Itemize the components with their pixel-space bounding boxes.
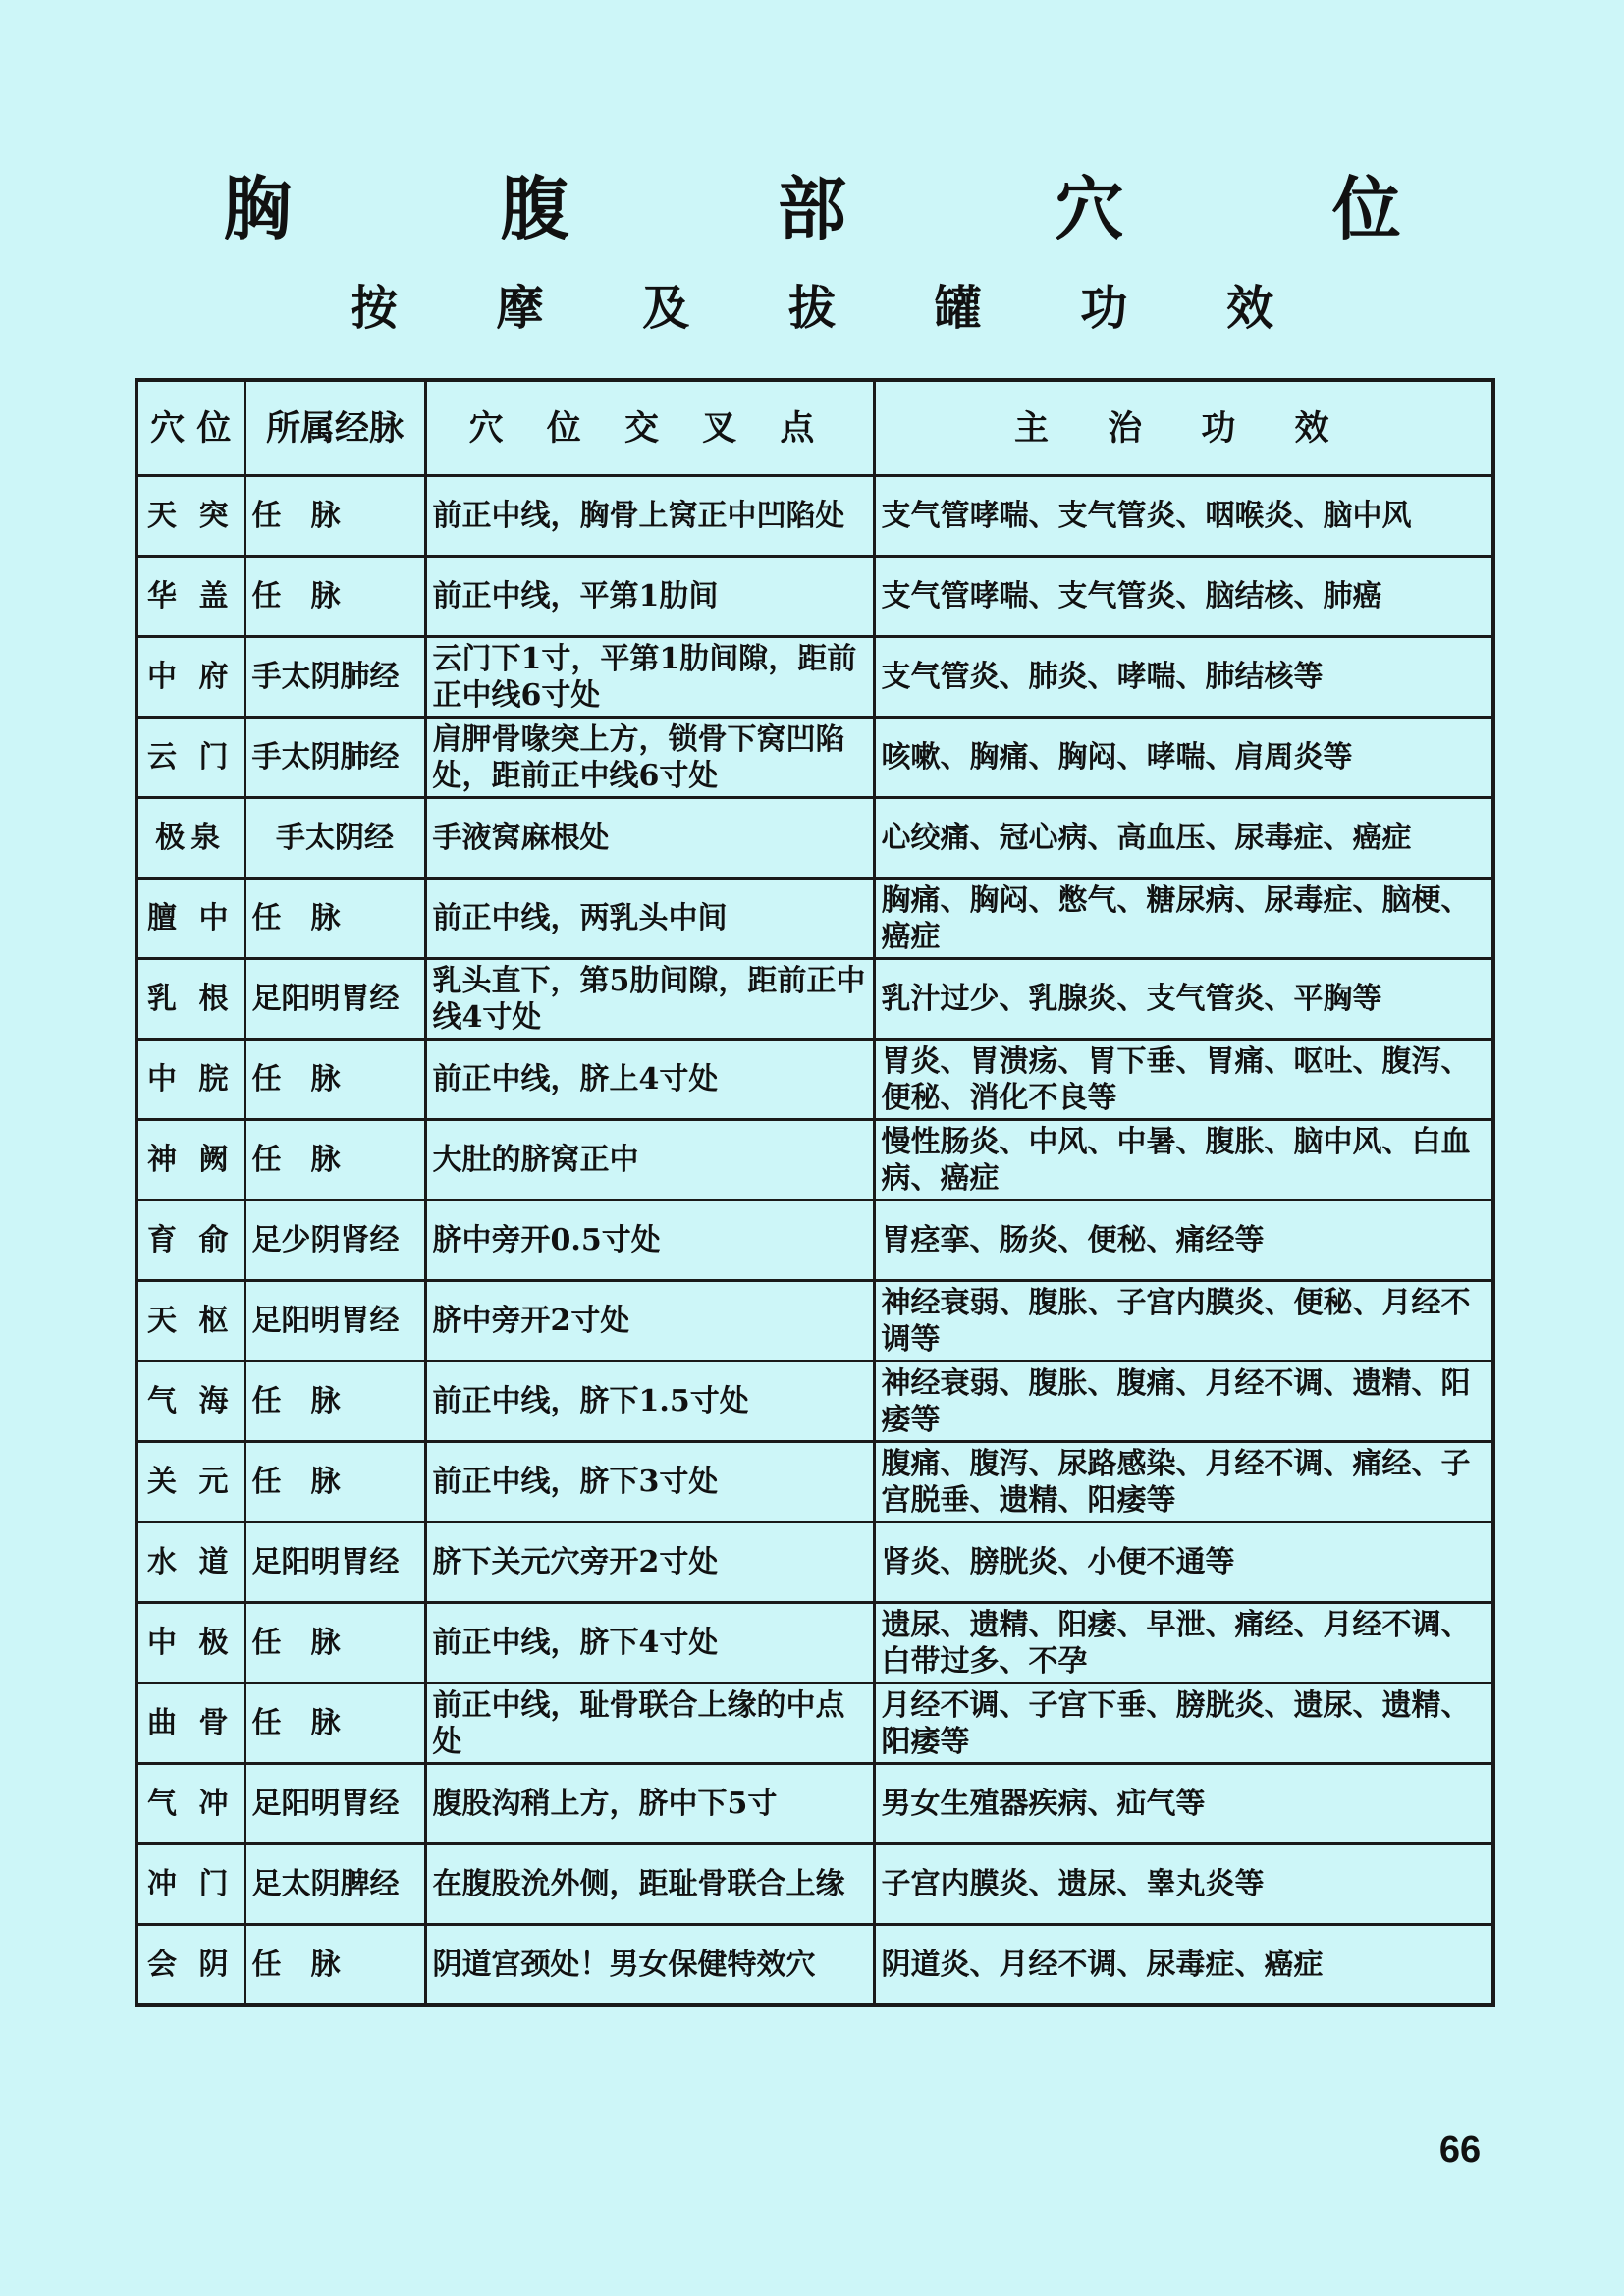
cell-location: 大肚的脐窝正中 [425, 1120, 874, 1201]
table-row [136, 1683, 1493, 1764]
cell-point: 育 俞 [136, 1201, 244, 1281]
cell-effect: 神经衰弱、腹胀、腹痛、月经不调、遗精、阳痿等 [874, 1362, 1493, 1442]
cell-meridian: 任 脉 [244, 1683, 425, 1764]
cell-effect: 支气管炎、肺炎、哮喘、肺结核等 [874, 637, 1493, 718]
cell-meridian: 手太阴肺经 [244, 718, 425, 798]
cell-location: 脐中旁开0.5寸处 [425, 1201, 874, 1281]
table-row [136, 1362, 1493, 1442]
header-point: 穴 位 [136, 380, 244, 476]
cell-point: 天 枢 [136, 1281, 244, 1362]
cell-point: 中 府 [136, 637, 244, 718]
table-row [136, 1201, 1493, 1281]
cell-point: 华 盖 [136, 557, 244, 637]
table-row [136, 637, 1493, 718]
cell-meridian: 足阳明胃经 [244, 1764, 425, 1844]
cell-location: 腹股沟稍上方，脐中下5寸 [425, 1764, 874, 1844]
table-row [136, 1522, 1493, 1603]
table-row [136, 476, 1493, 557]
header-meridian: 所属经脉 [244, 380, 425, 476]
header-location: 穴 位 交 叉 点 [425, 380, 874, 476]
cell-location: 前正中线，耻骨联合上缘的中点处 [425, 1683, 874, 1764]
cell-effect: 神经衰弱、腹胀、子宫内膜炎、便秘、月经不调等 [874, 1281, 1493, 1362]
page-number: 66 [1438, 2129, 1482, 2170]
cell-location: 前正中线，胸骨上窝正中凹陷处 [425, 476, 874, 557]
cell-location: 阴道宫颈处！男女保健特效穴 [425, 1925, 874, 2006]
cell-location: 脐中旁开2寸处 [425, 1281, 874, 1362]
cell-meridian: 足阳明胃经 [244, 959, 425, 1040]
table-row [136, 1040, 1493, 1120]
cell-effect: 乳汁过少、乳腺炎、支气管炎、平胸等 [874, 959, 1493, 1040]
table-row [136, 1764, 1493, 1844]
cell-point: 极泉 [136, 798, 244, 879]
acupoint-table [135, 378, 1495, 2007]
cell-effect: 慢性肠炎、中风、中暑、腹胀、脑中风、白血病、癌症 [874, 1120, 1493, 1201]
cell-location: 肩胛骨喙突上方，锁骨下窝凹陷处，距前正中线6寸处 [425, 718, 874, 798]
cell-point: 水 道 [136, 1522, 244, 1603]
header-effect: 主 治 功 效 [874, 380, 1493, 476]
cell-location: 乳头直下，第5肋间隙，距前正中线4寸处 [425, 959, 874, 1040]
cell-effect: 遗尿、遗精、阳痿、早泄、痛经、月经不调、白带过多、不孕 [874, 1603, 1493, 1683]
cell-meridian: 足少阴肾经 [244, 1201, 425, 1281]
cell-effect: 胸痛、胸闷、憋气、糖尿病、尿毒症、脑梗、癌症 [874, 879, 1493, 959]
cell-location: 前正中线，脐上4寸处 [425, 1040, 874, 1120]
cell-point: 神 阙 [136, 1120, 244, 1201]
table-row [136, 879, 1493, 959]
cell-effect: 腹痛、腹泻、尿路感染、月经不调、痛经、子宫脱垂、遗精、阳痿等 [874, 1442, 1493, 1522]
cell-point: 中 脘 [136, 1040, 244, 1120]
cell-meridian: 手太阴经 [244, 798, 425, 879]
cell-effect: 阴道炎、月经不调、尿毒症、癌症 [874, 1925, 1493, 2006]
cell-meridian: 任 脉 [244, 1120, 425, 1201]
table-row [136, 1442, 1493, 1522]
cell-effect: 胃痉挛、肠炎、便秘、痛经等 [874, 1201, 1493, 1281]
cell-point: 关 元 [136, 1442, 244, 1522]
cell-effect: 心绞痛、冠心病、高血压、尿毒症、癌症 [874, 798, 1493, 879]
cell-location: 前正中线，脐下1.5寸处 [425, 1362, 874, 1442]
cell-effect: 男女生殖器疾病、疝气等 [874, 1764, 1493, 1844]
table-row [136, 1120, 1493, 1201]
cell-effect: 支气管哮喘、支气管炎、脑结核、肺癌 [874, 557, 1493, 637]
table-row [136, 718, 1493, 798]
cell-point: 冲 门 [136, 1844, 244, 1925]
cell-location: 前正中线，平第1肋间 [425, 557, 874, 637]
cell-meridian: 任 脉 [244, 879, 425, 959]
cell-meridian: 足阳明胃经 [244, 1281, 425, 1362]
cell-meridian: 任 脉 [244, 557, 425, 637]
cell-meridian: 手太阴肺经 [244, 637, 425, 718]
table-row [136, 1925, 1493, 2006]
page-title: 胸 腹 部 穴 位 [223, 168, 1493, 249]
cell-meridian: 任 脉 [244, 1040, 425, 1120]
table-row [136, 1281, 1493, 1362]
table-row [136, 1844, 1493, 1925]
cell-meridian: 任 脉 [244, 1442, 425, 1522]
cell-meridian: 任 脉 [244, 476, 425, 557]
cell-location: 前正中线，脐下3寸处 [425, 1442, 874, 1522]
cell-point: 气 冲 [136, 1764, 244, 1844]
cell-effect: 子宫内膜炎、遗尿、睾丸炎等 [874, 1844, 1493, 1925]
cell-meridian: 任 脉 [244, 1362, 425, 1442]
cell-effect: 支气管哮喘、支气管炎、咽喉炎、脑中风 [874, 476, 1493, 557]
cell-point: 天 突 [136, 476, 244, 557]
table-header-row [136, 380, 1493, 476]
cell-location: 手液窝麻根处 [425, 798, 874, 879]
cell-effect: 月经不调、子宫下垂、膀胱炎、遗尿、遗精、阳痿等 [874, 1683, 1493, 1764]
cell-location: 云门下1寸，平第1肋间隙，距前正中线6寸处 [425, 637, 874, 718]
cell-point: 乳 根 [136, 959, 244, 1040]
cell-effect: 咳嗽、胸痛、胸闷、哮喘、肩周炎等 [874, 718, 1493, 798]
table-row [136, 798, 1493, 879]
cell-effect: 肾炎、膀胱炎、小便不通等 [874, 1522, 1493, 1603]
cell-meridian: 任 脉 [244, 1925, 425, 2006]
cell-point: 膻 中 [136, 879, 244, 959]
table-row [136, 959, 1493, 1040]
cell-location: 在腹股沇外侧，距耻骨联合上缘 [425, 1844, 874, 1925]
page-subtitle: 按 摩 及 拔 罐 功 效 [350, 281, 1316, 336]
cell-effect: 胃炎、胃溃疡、胃下垂、胃痛、呕吐、腹泻、便秘、消化不良等 [874, 1040, 1493, 1120]
cell-meridian: 任 脉 [244, 1603, 425, 1683]
cell-point: 中 极 [136, 1603, 244, 1683]
cell-meridian: 足太阴脾经 [244, 1844, 425, 1925]
cell-point: 气 海 [136, 1362, 244, 1442]
cell-location: 脐下关元穴旁开2寸处 [425, 1522, 874, 1603]
cell-point: 云 门 [136, 718, 244, 798]
cell-meridian: 足阳明胃经 [244, 1522, 425, 1603]
cell-location: 前正中线，脐下4寸处 [425, 1603, 874, 1683]
cell-location: 前正中线，两乳头中间 [425, 879, 874, 959]
cell-point: 会 阴 [136, 1925, 244, 2006]
table-row [136, 557, 1493, 637]
cell-point: 曲 骨 [136, 1683, 244, 1764]
table-row [136, 1603, 1493, 1683]
